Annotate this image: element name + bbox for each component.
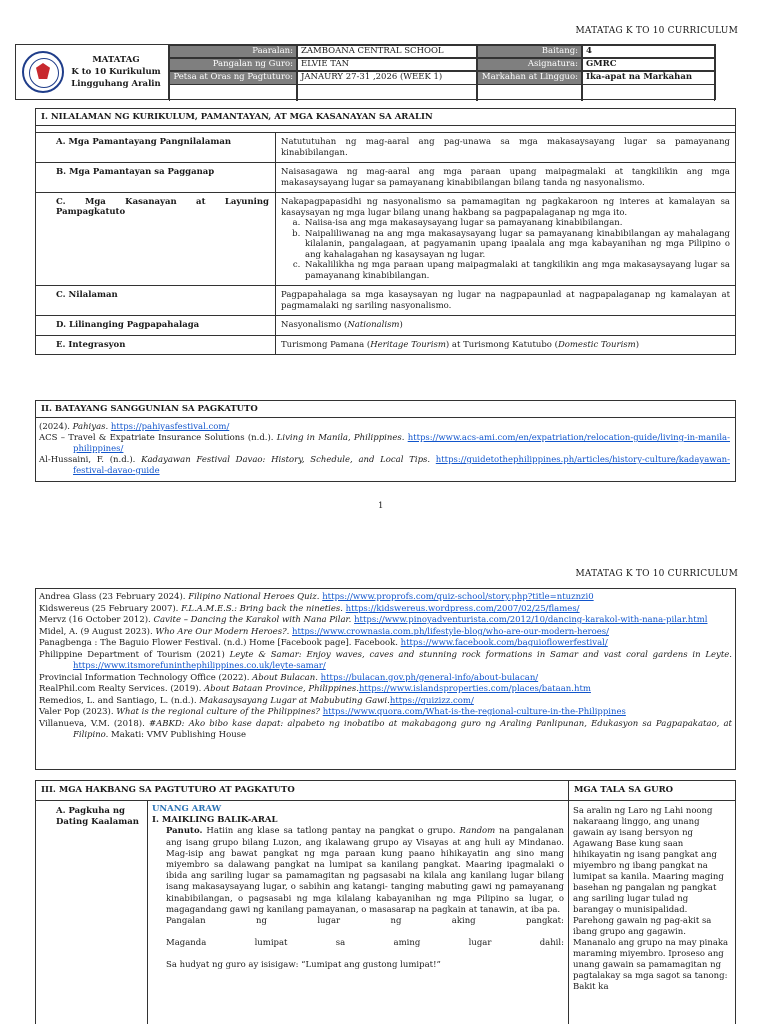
row-pamantayang-pangnilalaman — [36, 132, 735, 162]
row-key: D. Lilinanging Pagpapahalaga — [36, 316, 276, 335]
brand-line3: Lingguhang Aralin — [71, 79, 161, 89]
brand-line2: K to 10 Kurikulum — [71, 67, 161, 77]
text: Turismong Pamana ( — [281, 339, 371, 350]
reference-item — [39, 422, 730, 433]
spacer — [152, 927, 564, 938]
markahan-value: Ika-apat na Markahan — [582, 71, 715, 85]
reference-item — [39, 627, 732, 639]
text: Leyte & Samar: Enjoy waves, caves and stunning rock formations in Samar and vast coral gardens in Leyte. — [229, 649, 732, 660]
reference-link[interactable]: https://www.itsmorefuninthephilippines.co.uk/leyte-samar/ — [73, 661, 326, 671]
row-key: C. Nilalaman — [36, 286, 276, 315]
baitang-value: 4 — [582, 45, 715, 58]
reference-item — [39, 638, 732, 650]
row-key: A. Mga Pamantayang Pangnilalaman — [36, 133, 276, 162]
last-line: Sa hudyat ng guro ay isisigaw: “Lumipat ang gustong lumipat!” — [166, 960, 441, 971]
deped-seal-icon — [22, 51, 64, 93]
lesson-header-table — [15, 44, 716, 100]
row-pagpapahalaga — [36, 315, 735, 335]
text: ) — [635, 339, 640, 350]
fill-in-line — [152, 938, 564, 949]
guro-value: ELVIE TAN — [297, 58, 477, 71]
reference-link[interactable]: https://www.quora.com/What-is-the-regional-culture-in-the-Philippines — [322, 707, 626, 717]
text: Makasaysayang Lugar at Mabubuting Gawi. — [199, 695, 390, 706]
text: ACS – Travel & Expatriate Insurance Solutions (n.d.). — [39, 433, 277, 443]
baitang-label: Baitang: — [477, 45, 582, 58]
fill-word: Pangalan — [166, 916, 206, 927]
row-value: Pagpapahalaga sa mga kasaysayan ng lugar na nagpapaunlad at nagpapalaganap ng kamalayan at pagmamalaki ng sariling nasyonalismo. — [281, 290, 730, 311]
fill-word: lumipat — [254, 938, 288, 949]
row-value — [276, 316, 735, 335]
text: Midel, A. (9 August 2023). — [39, 626, 156, 637]
text: Who Are Our Modern Heroes?. — [155, 626, 293, 637]
reference-item — [39, 684, 732, 696]
logo-cell — [16, 45, 169, 99]
list-item: b. Naipaliliwanag na ang mga makasaysayang lugar sa pamayanang kinabibilangan ay mahalagang kilalanin, pangalagaan, at pagyamanin upang ipaalala ang mga kabayanihan ng mga Pilipino o ang kahalagahan ng kasaysayan ng lugar. — [303, 229, 730, 261]
text: Al-Hussaini, F. (n.d.). — [39, 455, 142, 465]
paaralan-label: Paaralan: — [169, 45, 297, 58]
row-integrasyon — [36, 335, 735, 355]
spacer — [152, 949, 564, 960]
fill-in-line — [152, 916, 564, 927]
reference-list-continued — [35, 588, 736, 770]
reference-item — [39, 719, 732, 742]
text: ) at Turismong Katutubo ( — [445, 339, 558, 350]
petsa-label: Petsa at Oras ng Pagtuturo: — [169, 71, 297, 85]
reference-link[interactable]: https://www.islandsproperties.com/places/bataan.htm — [358, 684, 591, 694]
section-3-main — [36, 801, 568, 1024]
reference-item — [39, 433, 730, 455]
text: Cavite – Dancing the Karakol with Nana Pilar. — [153, 615, 355, 625]
reference-item — [39, 707, 732, 719]
reference-link[interactable]: https://bulacan.gov.ph/general-info/about-bulacan/ — [320, 672, 539, 683]
petsa-value: JANAURY 27-31 ,2026 (WEEK 1) — [297, 71, 477, 85]
fill-word: aming — [393, 938, 421, 949]
list-item: c. Nakalilikha ng mga paraan upang maipagmalaki at tangkilikin ang mga makasaysayang lugar sa pamayanang kinabibilangan. — [303, 260, 730, 281]
text: F.L.A.M.E.S.: Bring back the nineties. — [181, 603, 346, 614]
reference-item — [39, 592, 732, 604]
reference-link[interactable]: https://www.proprofs.com/quiz-school/story.php?title=ntuznzi0 — [322, 592, 594, 602]
panuto-paragraph — [152, 826, 564, 916]
text: Hatiin ang klase sa tatlong pantay na pangkat o grupo. — [202, 826, 460, 837]
reference-link[interactable]: https://www.pinoyadventurista.com/2012/10/dancing-karakol-with-nana-pilar.html — [354, 615, 708, 625]
text: Nationalism — [347, 320, 400, 330]
row-kasanayan — [36, 192, 735, 285]
subsection-title: I. MAIKLING BALIK-ARAL — [152, 815, 278, 826]
reference-item — [39, 696, 732, 708]
text: Pahiyas. — [72, 422, 111, 432]
row-value — [276, 336, 735, 355]
text: RealPhil.com Realty Services. (2019). — [39, 684, 204, 694]
fill-word: lugar — [468, 938, 492, 949]
teacher-notes: Sa aralin ng Laro ng Lahi noong nakaraang linggo, ang unang gawain ay isang bersyon ng Agawang Base kung saan hihikayatin ng isang pangkat ang miyembro ng ibang pangkat na lumipat sa kanila. Maaring maging basehan ng pangalan ng pangkat ang sariling lugar tulad ng barangay o munisipalidad. Parehong gawain ng pag-akit sa ibang grupo ang gagawin. Mananalo ang grupo na may pinaka maraming miyembro. Iproseso ang unang gawain sa pamamagitan ng pagtalakay sa mga sagot sa tanong: Bakit ka — [568, 801, 735, 1024]
text: Nasyonalismo ( — [281, 320, 348, 330]
blank-cell — [477, 85, 582, 101]
blank-cell — [297, 85, 477, 101]
curriculum-header: MATATAG K TO 10 CURRICULUM — [575, 569, 738, 579]
text: Provincial Information Technology Office (2022). — [39, 672, 253, 683]
row-value: Naisasagawa ng mag-aaral ang mga paraan upang maipagmalaki at tangkilikin ang mga makasaysayang lugar sa pamayanang kinabibilangan bilang tanda ng nasyonalismo. — [281, 167, 730, 188]
fill-word: Maganda — [166, 938, 207, 949]
reference-link[interactable]: https://www.crownasia.com.ph/lifestyle-blog/who-are-our-modern-heroes/ — [292, 626, 609, 637]
reference-link[interactable]: https://www.facebook.com/baguioflowerfestival/ — [400, 638, 608, 648]
text: Remedios, L. and Santiago, L. (n.d.). — [39, 695, 200, 706]
reference-link[interactable]: https://guidetothephilippines.ph/articles/history-culture/kadayawan-festival-davao-guide — [73, 455, 730, 476]
reference-item — [39, 650, 732, 673]
section-1-title: I. NILALAMAN NG KURIKULUM, PAMANTAYAN, AT MGA KASANAYAN SA ARALIN — [36, 109, 735, 126]
reference-link[interactable]: https://quizizz.com/ — [389, 695, 474, 706]
row-value: Natututuhan ng mag-aaral ang pag-unawa sa mga makasaysayang lugar sa pamayanang kinabibilangan. — [281, 137, 730, 158]
section-3 — [35, 780, 736, 1024]
reference-link[interactable]: https://www.acs-ami.com/en/expatriation/relocation-guide/living-in-manila-philippines/ — [73, 433, 730, 454]
info-grid — [169, 45, 715, 99]
text: Domestic Tourism — [557, 339, 636, 350]
text: ) — [399, 320, 403, 330]
fill-word: dahil: — [539, 938, 564, 949]
fill-word: sa — [335, 938, 346, 949]
blank-cell — [582, 85, 715, 101]
reference-link[interactable]: https://kidswereus.wordpress.com/2007/02/25/flames/ — [345, 603, 580, 614]
markahan-label: Markahan at Lingguo: — [477, 71, 582, 85]
guro-label: Pangalan ng Guro: — [169, 58, 297, 71]
text: Kidswereus (25 February 2007). — [39, 603, 182, 614]
text: About Bulacan. — [252, 672, 321, 683]
text: (2024). — [39, 422, 73, 432]
section-1 — [35, 108, 736, 355]
row-key: C. Mga Kasanayan at Layuning Pampagkatuto — [36, 193, 276, 285]
text: Living in Manila, Philippines. — [276, 433, 408, 443]
list-item: a. Naiisa-isa ang mga makasaysayang lugar sa pamayanang kinabibilangan. — [303, 218, 730, 229]
reference-item — [39, 455, 730, 477]
text: #ABKD: Ako bibo kase dapat: alpabeto ng inobatibo at makabagong guro ng Araling Panlipunan, Edukasyon sa Pagpapakatao, at Filipino. — [73, 718, 732, 740]
row-value — [276, 193, 735, 285]
panuto-label: Panuto. — [166, 826, 203, 837]
text: About Bataan Province, Philippines. — [204, 684, 359, 694]
blank-cell — [169, 85, 297, 101]
fill-word: pangkat: — [526, 916, 564, 927]
text: Andrea Glass (23 February 2024). — [39, 592, 189, 602]
reference-item — [39, 615, 732, 627]
day-label: UNANG ARAW — [152, 804, 222, 814]
text: Villanueva, V.M. (2018). — [39, 718, 149, 729]
row-nilalaman — [36, 285, 735, 315]
text: What is the regional culture of the Philippines? — [116, 707, 323, 717]
reference-list — [36, 418, 735, 481]
text: Kadayawan Festival Davao: History, Schedule, and Local Tips. — [141, 455, 436, 465]
text: na pangalanan ang isang grupo bilang Luzon, ang ikalawang grupo ay Visayas at ang huli ay Mindanao. Mag-isip ang bawat pangkat ng mga paraan kung paano hihikayatin ang sino mang miyembro sa dalawang pangkat na lumipat sa kanilang pangkat. Maaring ipagmalaki o ibida ang sariling lugar sa pamamagitan ng pagsasabi na kilala ang kanilang lugar bilang isang makasaysayang lugar, o sabihin ang katangi- tanging mabuting gawi ng pamayanang kinabibilangan, o pagsasabi ng mga kilalang kabayanihan ng mga Pilipino sa lugar, o magagandang gawi ng kanilang pamayanan, o masasarap na pagkain at tanawin, at iba pa. — [166, 826, 564, 915]
fill-word: aking — [451, 916, 476, 927]
fill-word: ng — [256, 916, 267, 927]
reference-item — [39, 673, 732, 685]
text: Heritage Tourism — [370, 339, 446, 350]
paaralan-value: ZAMBOANA CENTRAL SCHOOL — [297, 45, 477, 58]
fill-word: ng — [390, 916, 402, 927]
row-key: E. Integrasyon — [36, 336, 276, 355]
section-2-title: II. BATAYANG SANGGUNIAN SA PAGKATUTO — [36, 401, 735, 418]
text: Philippine Department of Tourism (2021) — [39, 649, 230, 660]
fill-word: lugar — [317, 916, 341, 927]
section-3-title: III. MGA HAKBANG SA PAGTUTURO AT PAGKATUTO — [36, 781, 568, 801]
text: Mervz (16 October 2012). — [39, 615, 154, 625]
layunin-list — [303, 218, 730, 281]
kasanayan-intro: Nakapagpapasidhi ng nasyonalismo sa pamamagitan ng pagkakaroon ng interes at kamalayan sa kasaysayan ng mga lugar bilang unang hakbang sa pagpapalaganap ng mga ito. — [281, 197, 730, 218]
asignatura-value: GMRC — [582, 58, 715, 71]
reference-link[interactable]: https://pahiyasfestival.com/ — [110, 422, 230, 432]
brand-line1: MATATAG — [92, 55, 140, 65]
text: Valer Pop (2023). — [39, 707, 117, 717]
asignatura-label: Asignatura: — [477, 58, 582, 71]
text: Random — [459, 826, 496, 837]
reference-item — [39, 604, 732, 616]
brand-title — [64, 54, 168, 90]
page-number: 1 — [378, 501, 384, 511]
curriculum-header: MATATAG K TO 10 CURRICULUM — [575, 26, 738, 36]
section-2 — [35, 400, 736, 482]
text: Filipino National Heroes Quiz. — [188, 592, 323, 602]
teacher-notes-title: MGA TALA SA GURO — [568, 781, 735, 801]
row-key: B. Mga Pamantayan sa Pagganap — [36, 163, 276, 192]
text: Makati: VMV Publishing House — [108, 730, 247, 740]
text: Panagbenga : The Baguio Flower Festival. (n.d.) Home [Facebook page]. Facebook. — [39, 638, 401, 648]
row-pamantayan-pagganap — [36, 162, 735, 192]
row-key: A. Pagkuha ng Dating Kaalaman — [36, 801, 148, 1024]
lesson-body — [148, 801, 568, 1024]
